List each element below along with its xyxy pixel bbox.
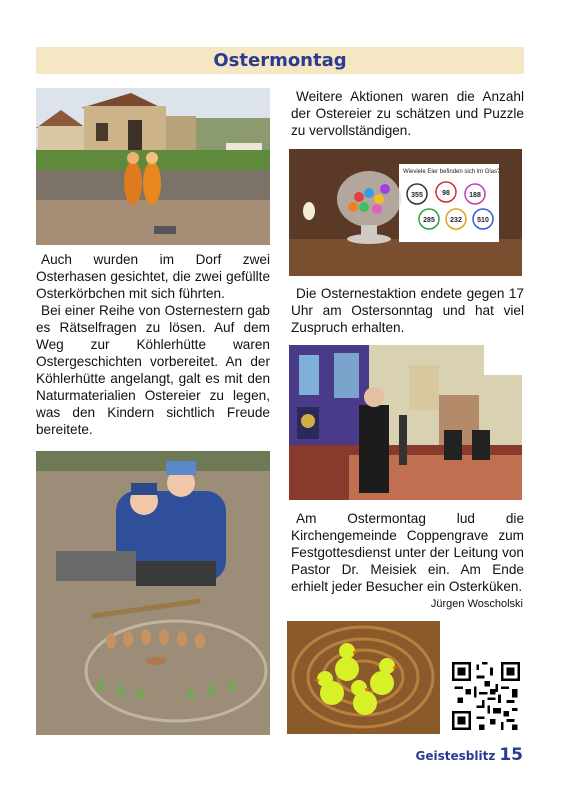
right-text-1 [291, 88, 524, 139]
page-number: 15 [499, 745, 523, 765]
magazine-name: Geistesblitz [415, 749, 496, 763]
photo-easter-chicks [287, 621, 440, 734]
egg-sign-question: Wieviele Eier befinden sich im Glas? [403, 169, 501, 175]
photo-church-service [289, 345, 522, 500]
paragraph: Am Ostermontag lud die Kirchengemeinde Coppengrave zum Festgottesdienst unter der Leitung von Pastor Dr. Meisiek ein. Am Ende erhielt jeder Besucher ein Osterküken. [291, 511, 524, 594]
photo-easter-bunnies [36, 88, 270, 245]
egg-sign-number: 188 [469, 192, 481, 199]
right-text-2 [291, 285, 524, 336]
page-footer [416, 745, 523, 765]
egg-sign-number: 232 [450, 217, 462, 224]
egg-sign-number: 510 [477, 217, 489, 224]
photo-children-forest [36, 451, 270, 735]
paragraph: Die Osternestaktion endete gegen 17 Uhr am Ostersonntag und hat viel Zuspruch erhalten. [291, 286, 524, 335]
author-credit: Jürgen Woscholski [430, 598, 523, 610]
paragraph: Auch wurden im Dorf zwei Osterhasen gesichtet, die zwei gefüllte Osterkörbchen mit sich führten. [36, 252, 270, 301]
left-text-block [36, 251, 270, 438]
paragraph: Weitere Aktionen waren die Anzahl der Ostereier zu schätzen und Puzzle zu vervollständigen. [291, 89, 524, 138]
egg-sign-number: 355 [411, 192, 423, 199]
qr-code [452, 662, 520, 730]
right-text-3 [291, 510, 524, 595]
paragraph: Bei einer Reihe von Osternestern gab es Rätselfragen zu lösen. Auf dem Weg zur Köhlerhütte waren Ostergeschichten vorbereitet. An der Köhlerhütte angelangt, galt es mit den Naturmaterialien Ostereier zu legen, was den Kindern sichtlich Freude bereitete. [36, 303, 270, 437]
page-title: Ostermontag [213, 50, 347, 71]
photo-egg-jar [289, 149, 522, 276]
title-bar [36, 47, 524, 74]
egg-sign-number: 98 [442, 190, 450, 197]
egg-sign-number: 285 [423, 217, 435, 224]
